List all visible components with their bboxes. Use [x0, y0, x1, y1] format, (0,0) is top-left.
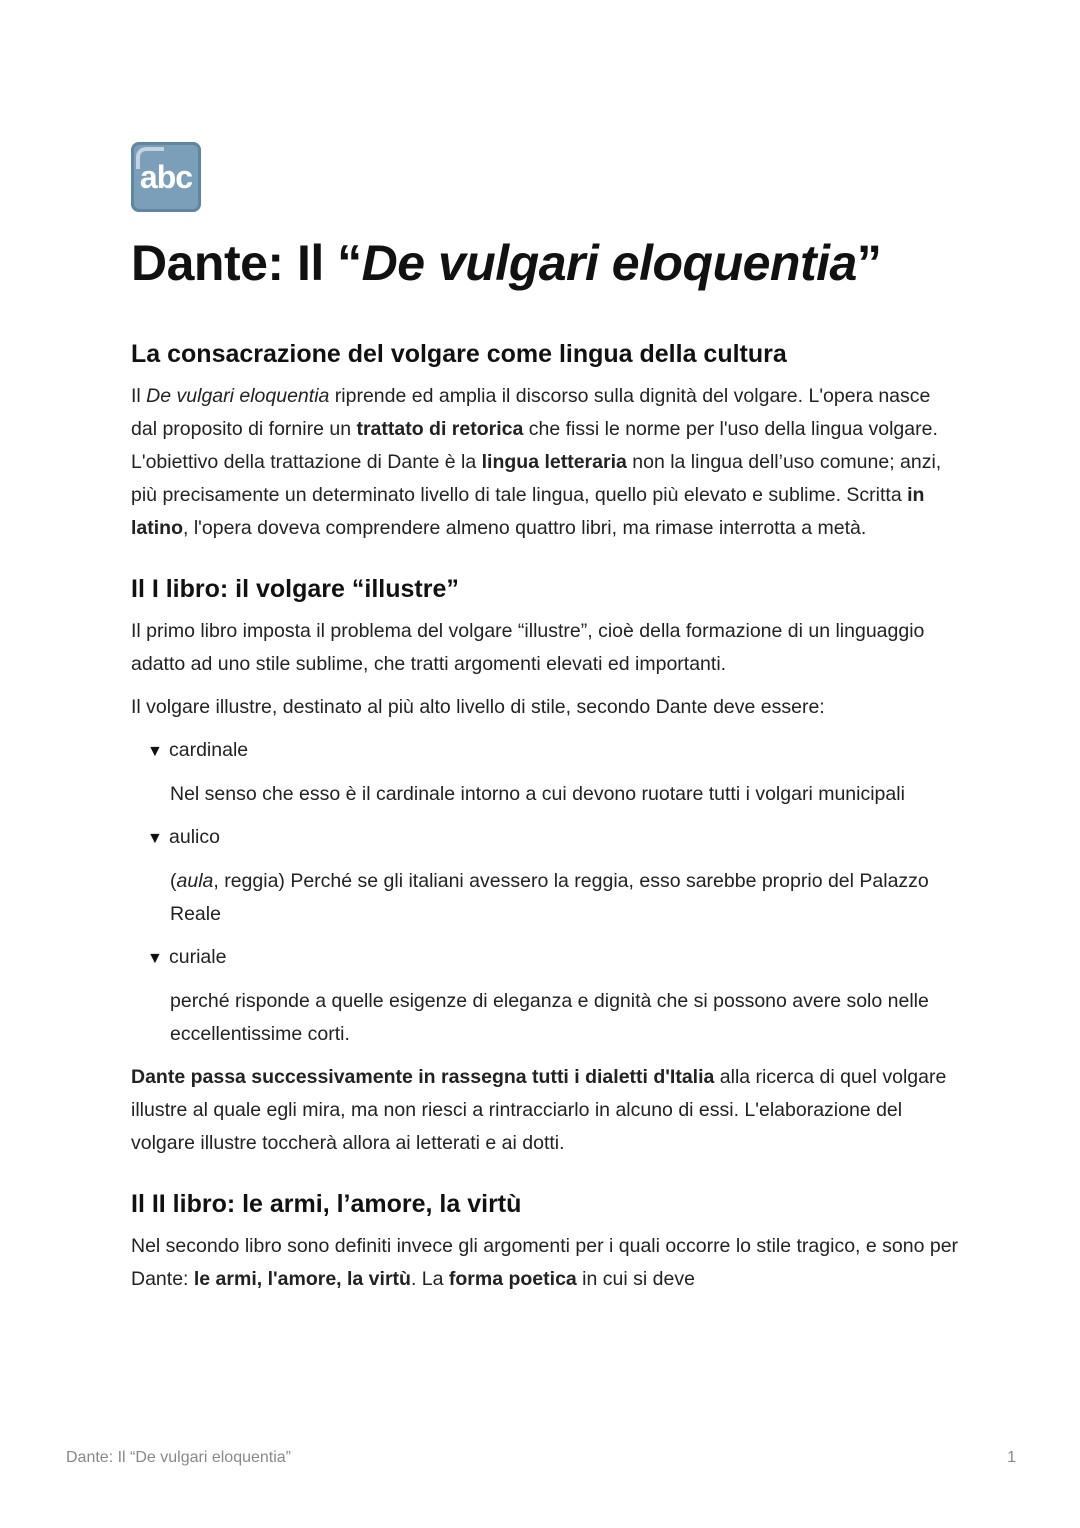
triangle-down-icon[interactable]: ▼	[147, 743, 163, 760]
toggle-cardinale[interactable]: ▼ cardinale Nel senso che esso è il cardinale intorno a cui devono ruotare tutti i volgari municipali	[131, 734, 961, 811]
page-number: 1	[1007, 1449, 1016, 1466]
toggle-body: Nel senso che esso è il cardinale intorno a cui devono ruotare tutti i volgari municipali	[170, 783, 905, 805]
paragraph-dialetti: Dante passa successivamente in rassegna tutti i dialetti d'Italia alla ricerca di quel volgare illustre al quale egli mira, ma non riesci a rintracciarlo in alcuno di essi. L'elaborazione del volgare illustre toccherà allora ai letterati e ai dotti.	[131, 1066, 947, 1154]
toggle-curiale[interactable]: ▼ curiale perché risponde a quelle esigenze di eleganza e dignità che si possono avere solo nelle eccellentissime corti.	[131, 941, 961, 1051]
triangle-down-icon[interactable]: ▼	[147, 950, 163, 967]
toggle-body: (aula, reggia) Perché se gli italiani avessero la reggia, esso sarebbe proprio del Palazzo Reale	[170, 870, 929, 925]
paragraph-volgare-illustre: Il volgare illustre, destinato al più alto livello di stile, secondo Dante deve essere:	[131, 696, 825, 718]
triangle-down-icon[interactable]: ▼	[147, 830, 163, 847]
toggle-body: perché risponde a quelle esigenze di eleganza e dignità che si possono avere solo nelle eccellentissime corti.	[170, 990, 929, 1045]
paragraph-libro-1: Il primo libro imposta il problema del volgare “illustre”, cioè della formazione di un linguaggio adatto ad uno stile sublime, che tratti argomenti elevati ed importanti.	[131, 620, 925, 675]
toggle-aulico[interactable]: ▼ aulico (aula, reggia) Perché se gli italiani avessero la reggia, esso sarebbe proprio del Palazzo Reale	[131, 821, 961, 931]
section-heading-consacrazione: La consacrazione del volgare come lingua della cultura	[131, 340, 787, 368]
document-page	[131, 142, 961, 1296]
section-heading-libro-2: Il II libro: le armi, l’amore, la virtù	[131, 1190, 522, 1218]
footer-title: Dante: Il “De vulgari eloquentia”	[66, 1449, 292, 1466]
paragraph-intro: Il De vulgari eloquentia riprende ed amplia il discorso sulla dignità del volgare. L'opera nasce dal proposito di fornire un trattato di retorica che fissi le norme per l'uso della lingua volgare. L'obiettivo della trattazione di Dante è la lingua letteraria non la lingua dell’uso comune; anzi, più precisamente un determinato livello di tale lingua, quello più elevato e sublime. Scritta in latino, l'opera doveva comprendere almeno quattro libri, ma rimase interrotta a metà.	[131, 385, 942, 539]
paragraph-libro-2: Nel secondo libro sono definiti invece gli argomenti per i quali occorre lo stile tragico, e sono per Dante: le armi, l'amore, la virtù. La forma poetica in cui si deve	[131, 1235, 959, 1290]
page-title: Dante: Il “De vulgari eloquentia”	[131, 235, 882, 291]
abc-icon: abc	[131, 142, 201, 212]
section-heading-libro-1: Il I libro: il volgare “illustre”	[131, 575, 459, 603]
